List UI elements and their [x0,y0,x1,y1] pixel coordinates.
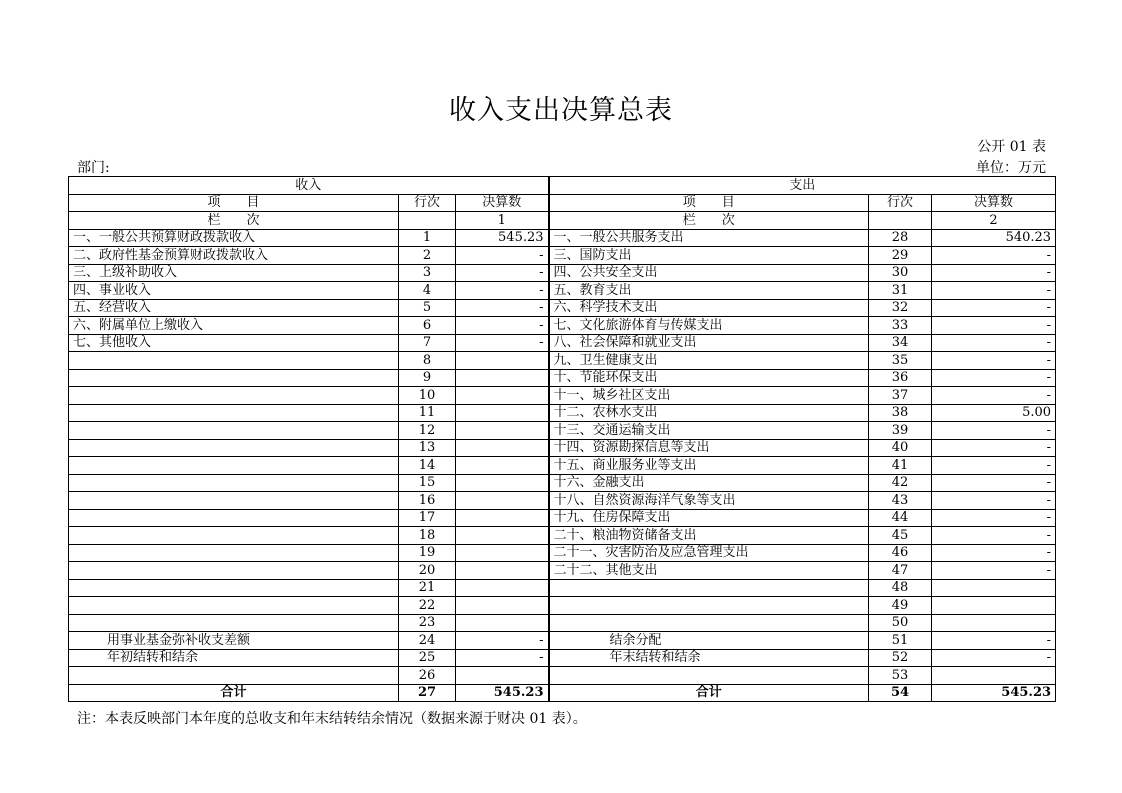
income-row-no-header: 行次 [399,194,456,212]
expense-row-no-cell: 36 [869,369,932,387]
expense-column-number: 2 [932,212,1056,230]
table-row [69,562,1056,580]
expense-row-no-cell: 32 [869,299,932,317]
income-row-no-cell: 3 [399,264,456,282]
table-row [69,632,1056,650]
expense-item-cell: 十一、城乡社区支出 [549,387,869,405]
expense-amount-cell: - [932,299,1056,317]
expense-row-no-cell: 45 [869,527,932,545]
expense-item-cell: 五、教育支出 [549,282,869,300]
income-item-cell [69,667,399,685]
expense-column-order-label: 栏 次 [549,212,869,230]
income-row-no-cell: 2 [399,247,456,265]
expense-amount-cell [932,597,1056,615]
income-amount-cell [456,457,549,475]
expense-amount-cell: - [932,492,1056,510]
settlement-table [68,176,1056,702]
expense-item-cell: 十八、自然资源海洋气象等支出 [549,492,869,510]
income-item-cell [69,597,399,615]
expense-row-no-cell: 39 [869,422,932,440]
income-item-cell: 二、政府性基金预算财政拨款收入 [69,247,399,265]
expense-amount-cell: - [932,649,1056,667]
income-row-no-cell: 11 [399,404,456,422]
expense-item-cell [549,667,869,685]
income-row-no-cell: 4 [399,282,456,300]
expense-amount-cell: 540.23 [932,229,1056,247]
table-row [69,474,1056,492]
income-row-no-cell: 26 [399,667,456,685]
income-amount-cell [456,597,549,615]
expense-row-no-cell: 51 [869,632,932,650]
income-row-no-cell: 1 [399,229,456,247]
expense-row-no-cell: 43 [869,492,932,510]
income-row-no-cell: 17 [399,509,456,527]
income-row-no-cell: 16 [399,492,456,510]
expense-row-no-cell: 38 [869,404,932,422]
income-item-cell [69,457,399,475]
income-amount-cell [456,474,549,492]
expense-amount-cell [932,614,1056,632]
expense-row-no-header: 行次 [869,194,932,212]
expense-row-no-cell: 44 [869,509,932,527]
income-item-cell: 四、事业收入 [69,282,399,300]
income-item-cell [69,544,399,562]
table-row [69,544,1056,562]
table-row [69,457,1056,475]
page-title: 收入支出决算总表 [449,95,673,126]
income-amount-cell [456,352,549,370]
expense-row-no-cell: 49 [869,597,932,615]
expense-item-cell: 年末结转和结余 [549,649,869,667]
expense-total-label: 合计 [549,684,869,702]
income-item-header: 项 目 [69,194,399,212]
expense-row-no-cell: 31 [869,282,932,300]
expense-item-cell [549,614,869,632]
income-row-no-cell: 18 [399,527,456,545]
expense-row-no-cell: 30 [869,264,932,282]
expense-total-row-no: 54 [869,684,932,702]
table-row [69,527,1056,545]
income-amount-header: 决算数 [456,194,549,212]
expense-row-no-cell: 40 [869,439,932,457]
expense-item-cell: 十二、农林水支出 [549,404,869,422]
income-item-cell [69,579,399,597]
expense-amount-cell: - [932,474,1056,492]
income-item-cell: 用事业基金弥补收支差额 [69,632,399,650]
expense-row-no-cell: 34 [869,334,932,352]
income-item-cell: 三、上级补助收入 [69,264,399,282]
table-row [69,422,1056,440]
income-row-no-cell: 23 [399,614,456,632]
income-item-cell [69,614,399,632]
income-amount-cell [456,544,549,562]
expense-item-cell: 十三、交通运输支出 [549,422,869,440]
income-section-header: 收入 [69,177,549,195]
income-item-cell [69,562,399,580]
income-row-no-cell: 9 [399,369,456,387]
income-item-cell [69,352,399,370]
section-header-row [69,177,1056,195]
income-amount-cell: 545.23 [456,229,549,247]
expense-row-no-cell: 53 [869,667,932,685]
expense-item-cell: 四、公共安全支出 [549,264,869,282]
expense-item-cell: 九、卫生健康支出 [549,352,869,370]
form-number: 公开 01 表 [977,139,1046,155]
income-amount-cell [456,562,549,580]
expense-column-order-blank [869,212,932,230]
department-label: 部门: [77,160,110,176]
expense-item-cell: 十四、资源勘探信息等支出 [549,439,869,457]
income-row-no-cell: 19 [399,544,456,562]
income-amount-cell [456,404,549,422]
income-item-cell: 一、一般公共预算财政拨款收入 [69,229,399,247]
table-row [69,579,1056,597]
footnote: 注：本表反映部门本年度的总收支和年末结转结余情况（数据来源于财决 01 表）。 [77,711,587,727]
expense-item-cell: 十九、住房保障支出 [549,509,869,527]
expense-row-no-cell: 29 [869,247,932,265]
income-amount-cell: - [456,299,549,317]
income-row-no-cell: 8 [399,352,456,370]
income-amount-cell [456,492,549,510]
table-row [69,597,1056,615]
income-amount-cell: - [456,264,549,282]
income-item-cell [69,369,399,387]
expense-amount-cell: - [932,509,1056,527]
income-item-cell [69,387,399,405]
income-amount-cell: - [456,247,549,265]
expense-item-cell: 十六、金融支出 [549,474,869,492]
table-row [69,649,1056,667]
expense-amount-cell: - [932,282,1056,300]
income-row-no-cell: 24 [399,632,456,650]
income-amount-cell: - [456,317,549,335]
income-amount-cell [456,369,549,387]
income-item-cell [69,422,399,440]
expense-row-no-cell: 47 [869,562,932,580]
income-row-no-cell: 7 [399,334,456,352]
expense-item-cell: 七、文化旅游体育与传媒支出 [549,317,869,335]
expense-row-no-cell: 28 [869,229,932,247]
income-item-cell [69,439,399,457]
expense-item-cell: 二十、粮油物资储备支出 [549,527,869,545]
expense-row-no-cell: 33 [869,317,932,335]
expense-row-no-cell: 48 [869,579,932,597]
expense-amount-cell: - [932,387,1056,405]
income-item-cell: 五、经营收入 [69,299,399,317]
expense-amount-cell [932,667,1056,685]
income-item-cell: 年初结转和结余 [69,649,399,667]
income-row-no-cell: 10 [399,387,456,405]
expense-item-header: 项 目 [549,194,869,212]
expense-item-cell: 二十二、其他支出 [549,562,869,580]
expense-row-no-cell: 42 [869,474,932,492]
income-item-cell [69,527,399,545]
expense-amount-cell [932,579,1056,597]
income-row-no-cell: 20 [399,562,456,580]
expense-amount-cell: - [932,457,1056,475]
income-amount-cell [456,527,549,545]
income-item-cell: 六、附属单位上缴收入 [69,317,399,335]
income-column-number: 1 [456,212,549,230]
expense-amount-cell: - [932,334,1056,352]
income-amount-cell [456,509,549,527]
expense-item-cell: 十、节能环保支出 [549,369,869,387]
expense-item-cell: 三、国防支出 [549,247,869,265]
income-total-row-no: 27 [399,684,456,702]
income-amount-cell [456,614,549,632]
expense-item-cell: 八、社会保障和就业支出 [549,334,869,352]
expense-item-cell [549,579,869,597]
table-row [69,334,1056,352]
income-row-no-cell: 13 [399,439,456,457]
income-item-cell [69,474,399,492]
expense-row-no-cell: 37 [869,387,932,405]
income-amount-cell: - [456,632,549,650]
expense-amount-cell: - [932,317,1056,335]
income-amount-cell [456,579,549,597]
income-item-cell [69,492,399,510]
table-row [69,509,1056,527]
expense-amount-cell: - [932,527,1056,545]
income-row-no-cell: 22 [399,597,456,615]
expense-amount-cell: - [932,439,1056,457]
table-row [69,317,1056,335]
income-amount-cell: - [456,282,549,300]
table-row [69,229,1056,247]
expense-amount-cell: - [932,562,1056,580]
table-row [69,614,1056,632]
expense-amount-cell: - [932,369,1056,387]
income-column-order-label: 栏 次 [69,212,399,230]
expense-item-cell: 六、科学技术支出 [549,299,869,317]
total-row [69,684,1056,702]
table-row [69,404,1056,422]
expense-section-header: 支出 [549,177,1056,195]
expense-amount-cell: - [932,247,1056,265]
expense-amount-cell: - [932,422,1056,440]
income-amount-cell [456,387,549,405]
income-row-no-cell: 15 [399,474,456,492]
table-row [69,667,1056,685]
table-row [69,264,1056,282]
expense-row-no-cell: 41 [869,457,932,475]
income-amount-cell [456,422,549,440]
table-row [69,352,1056,370]
table-row [69,247,1056,265]
income-amount-cell: - [456,649,549,667]
expense-amount-cell: - [932,352,1056,370]
expense-amount-cell: - [932,632,1056,650]
table-row [69,299,1056,317]
table-row [69,439,1056,457]
expense-row-no-cell: 52 [869,649,932,667]
income-item-cell: 七、其他收入 [69,334,399,352]
income-amount-cell [456,439,549,457]
income-row-no-cell: 12 [399,422,456,440]
income-total-label: 合计 [69,684,399,702]
expense-amount-header: 决算数 [932,194,1056,212]
table-row [69,492,1056,510]
income-row-no-cell: 14 [399,457,456,475]
expense-item-cell: 二十一、灾害防治及应急管理支出 [549,544,869,562]
income-row-no-cell: 21 [399,579,456,597]
table-row [69,387,1056,405]
expense-amount-cell: - [932,264,1056,282]
expense-item-cell [549,597,869,615]
income-row-no-cell: 6 [399,317,456,335]
table-row [69,369,1056,387]
income-total-amount: 545.23 [456,684,549,702]
expense-item-cell: 结余分配 [549,632,869,650]
table-row [69,282,1056,300]
income-item-cell [69,404,399,422]
expense-row-no-cell: 50 [869,614,932,632]
income-row-no-cell: 25 [399,649,456,667]
income-column-order-blank [399,212,456,230]
column-order-row [69,212,1056,230]
income-row-no-cell: 5 [399,299,456,317]
income-item-cell [69,509,399,527]
expense-row-no-cell: 46 [869,544,932,562]
income-amount-cell [456,667,549,685]
expense-row-no-cell: 35 [869,352,932,370]
unit-label: 单位：万元 [976,160,1046,176]
column-header-row [69,194,1056,212]
expense-amount-cell: - [932,544,1056,562]
expense-amount-cell: 5.00 [932,404,1056,422]
expense-total-amount: 545.23 [932,684,1056,702]
expense-item-cell: 十五、商业服务业等支出 [549,457,869,475]
income-amount-cell: - [456,334,549,352]
expense-item-cell: 一、一般公共服务支出 [549,229,869,247]
